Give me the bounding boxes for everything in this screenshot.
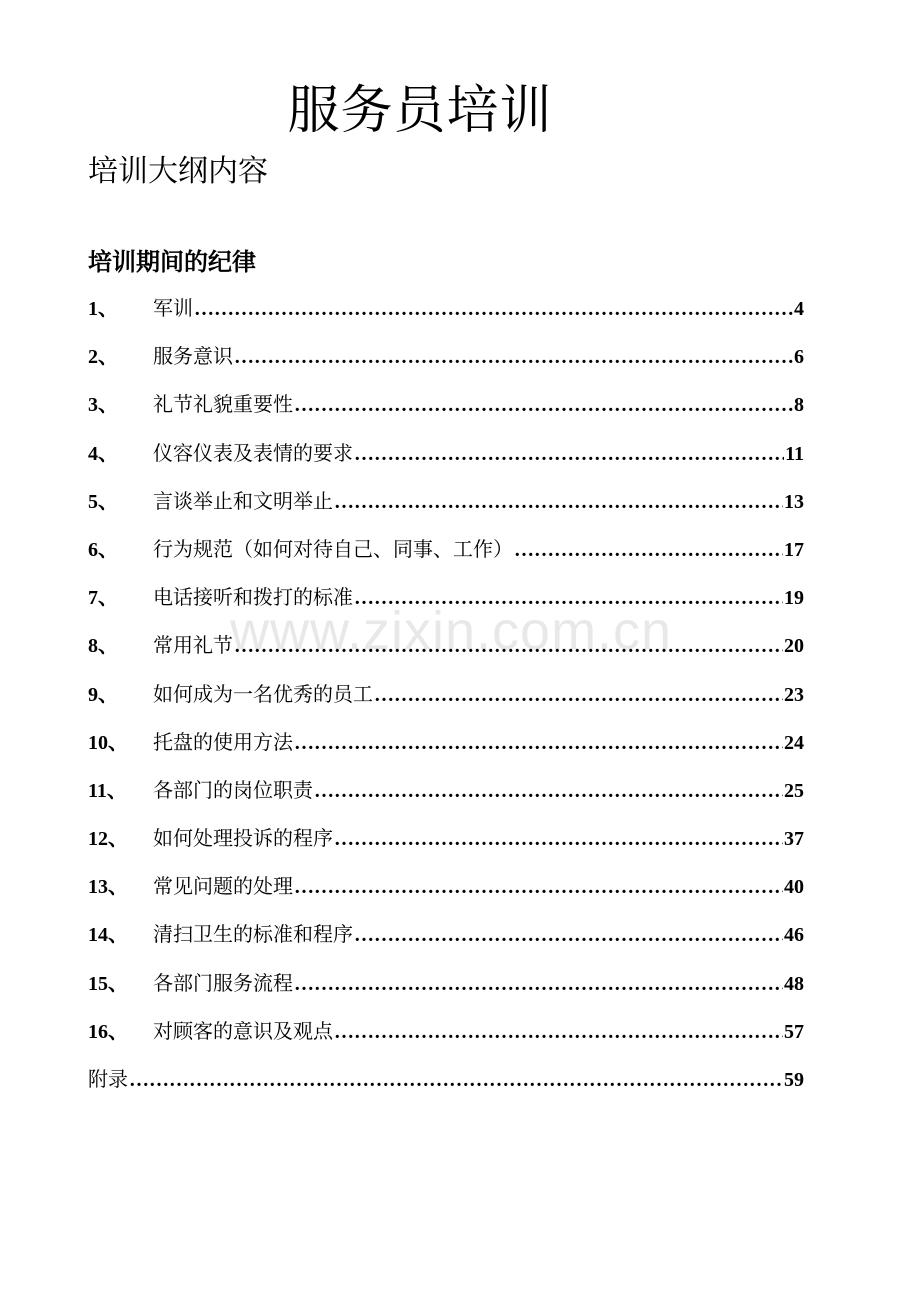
toc-leader-dots <box>234 622 783 670</box>
toc-leader-dots <box>374 671 783 719</box>
toc-entry-appendix <box>88 1055 804 1103</box>
toc-entry <box>88 380 804 428</box>
toc-entry-title: 军训 <box>153 296 193 320</box>
toc-entry-title: 如何成为一名优秀的员工 <box>153 681 373 706</box>
toc-entry <box>88 621 804 669</box>
toc-leader-dots <box>129 1056 783 1104</box>
toc-entry-number: 16、 <box>88 1020 128 1043</box>
toc-leader-dots <box>234 333 793 381</box>
toc-leader-dots <box>294 960 783 1008</box>
toc-entry-page: 4 <box>794 298 804 320</box>
toc-entry-number: 2、 <box>88 346 118 369</box>
toc-entry-title: 托盘的使用方法 <box>153 729 293 754</box>
toc-entry-title: 各部门服务流程 <box>153 970 293 995</box>
toc-leader-dots <box>314 767 783 815</box>
toc-entry <box>88 573 804 621</box>
toc-entry-page: 25 <box>784 779 804 802</box>
toc-entry <box>88 910 804 958</box>
toc-entry-title: 电话接听和拨打的标准 <box>153 585 353 610</box>
toc-leader-dots <box>294 381 793 429</box>
toc-entry-title: 仪容仪表及表情的要求 <box>153 440 353 465</box>
toc-entry <box>88 814 804 862</box>
toc-entry-number: 1、 <box>88 298 118 320</box>
toc-entry <box>88 429 804 477</box>
toc-entry <box>88 477 804 525</box>
toc-entry <box>88 670 804 718</box>
toc-entry-number: 11、 <box>88 779 127 802</box>
toc-entry <box>88 718 804 766</box>
toc-entry-title: 如何处理投诉的程序 <box>153 826 333 851</box>
toc-entry-page: 46 <box>784 924 804 947</box>
toc-entry <box>88 766 804 814</box>
toc-leader-dots <box>334 1008 783 1056</box>
toc-entry-number: 8、 <box>88 635 118 658</box>
toc-entry <box>88 959 804 1007</box>
document-subtitle: 培训大纲内容 <box>88 154 268 189</box>
toc-entry-page: 19 <box>784 587 804 610</box>
toc-entry-page: 13 <box>784 490 804 513</box>
toc-entry-number: 9、 <box>88 683 118 706</box>
toc-entry-number: 6、 <box>88 538 118 561</box>
toc-entry-title: 服务意识 <box>153 344 233 369</box>
toc-leader-dots <box>194 285 793 333</box>
document-title: 服务员培训 <box>287 81 553 141</box>
toc-entry-title: 礼节礼貌重要性 <box>153 392 293 417</box>
toc-entry <box>88 332 804 380</box>
toc-entry-page: 17 <box>784 538 804 561</box>
toc-entry-number: 4、 <box>88 442 118 465</box>
toc-entry-number: 5、 <box>88 490 118 513</box>
toc-entry-title: 常用礼节 <box>153 633 233 658</box>
toc-entry-number: 3、 <box>88 394 118 417</box>
toc-leader-dots <box>354 911 783 959</box>
toc-leader-dots <box>294 719 783 767</box>
toc-entry-title: 对顾客的意识及观点 <box>153 1018 333 1043</box>
toc-entry-number: 15、 <box>88 972 128 995</box>
toc-entry-page: 59 <box>784 1069 804 1091</box>
section-heading: 培训期间的纪律 <box>88 247 256 276</box>
toc-entry-page: 20 <box>784 635 804 658</box>
toc-entry-title: 言谈举止和文明举止 <box>153 488 333 513</box>
toc-entry-page: 40 <box>784 876 804 899</box>
toc-leader-dots <box>334 478 783 526</box>
toc-entry-number: 14、 <box>88 924 128 947</box>
toc-leader-dots <box>334 815 783 863</box>
toc-entry-page: 24 <box>784 731 804 754</box>
toc-entry-page: 8 <box>794 394 804 417</box>
toc-entry-title: 常见问题的处理 <box>153 874 293 899</box>
toc-entry <box>88 1007 804 1055</box>
toc-entry <box>88 284 804 332</box>
toc-entry-title: 清扫卫生的标准和程序 <box>153 922 353 947</box>
toc-entry-page: 11 <box>785 442 804 465</box>
toc-entry-page: 57 <box>784 1020 804 1043</box>
toc-entry-page: 23 <box>784 683 804 706</box>
toc-leader-dots <box>354 574 783 622</box>
watermark: www.zixin.com.cn <box>230 601 673 661</box>
toc-entry-page: 48 <box>784 972 804 995</box>
toc-entry <box>88 862 804 910</box>
toc-entry-page: 37 <box>784 828 804 851</box>
toc-entry-title: 行为规范（如何对待自己、同事、工作） <box>153 536 513 561</box>
toc-leader-dots <box>354 430 784 478</box>
toc-entry-title: 附录 <box>88 1067 128 1091</box>
toc-leader-dots <box>294 863 783 911</box>
toc-entry-number: 12、 <box>88 828 128 851</box>
toc-entry <box>88 525 804 573</box>
table-of-contents <box>88 284 804 1103</box>
toc-entry-number: 13、 <box>88 876 128 899</box>
toc-leader-dots <box>514 526 783 574</box>
toc-entry-number: 7、 <box>88 587 118 610</box>
toc-entry-number: 10、 <box>88 731 128 754</box>
toc-entry-title: 各部门的岗位职责 <box>153 777 313 802</box>
toc-entry-page: 6 <box>794 346 804 369</box>
